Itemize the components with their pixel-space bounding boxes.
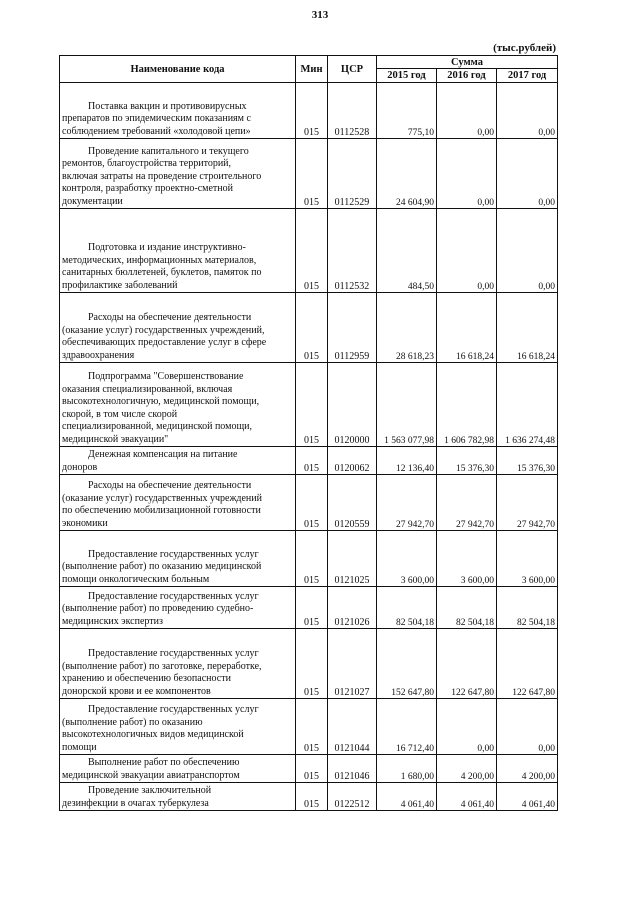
row-name (60, 531, 296, 587)
row-2016: 27 942,70 (437, 475, 497, 531)
row-2017: 0,00 (497, 139, 558, 209)
row-2015: 484,50 (377, 209, 437, 293)
row-csr: 0120000 (328, 363, 377, 447)
row-name-line: Предоставление государственных услуг (88, 648, 259, 659)
row-name-line: Предоставление государственных услуг (88, 704, 259, 715)
row-name-line: дезинфекции в очагах туберкулеза (62, 797, 209, 809)
table-row (60, 293, 558, 363)
row-csr: 0120559 (328, 475, 377, 531)
row-name (60, 629, 296, 699)
row-2015: 775,10 (377, 83, 437, 139)
row-name (60, 209, 296, 293)
row-name (60, 293, 296, 363)
row-name (60, 475, 296, 531)
units-label: (тыс.рублей) (493, 42, 556, 54)
row-name (60, 587, 296, 629)
row-name-line: медицинской эвакуации авиатранспортом (62, 769, 240, 781)
table-row (60, 587, 558, 629)
row-name-line: санитарных бюллетеней, буклетов, памяток по (62, 267, 262, 278)
row-2017: 0,00 (497, 699, 558, 755)
row-csr: 0121025 (328, 531, 377, 587)
row-2015: 12 136,40 (377, 447, 437, 475)
header-sum: Сумма (377, 56, 558, 69)
header-min: Мин (296, 56, 328, 83)
row-name-line: донорской крови и ее компонентов (62, 685, 211, 697)
row-min: 015 (296, 783, 328, 811)
row-csr: 0120062 (328, 447, 377, 475)
row-name-line: (оказание услуг) государственных учреждений (62, 492, 262, 504)
row-name-line: экономики (62, 517, 108, 529)
row-name-line: Расходы на обеспечение деятельности (88, 312, 252, 323)
row-2016: 3 600,00 (437, 531, 497, 587)
row-2015: 27 942,70 (377, 475, 437, 531)
row-name-line: контроля, разработку проектно-сметной (62, 183, 233, 194)
row-min: 015 (296, 475, 328, 531)
row-name-line: Проведение капитального и текущего (88, 145, 249, 157)
row-name-line: (выполнение работ) по заготовке, переработке, (62, 660, 262, 672)
table-row (60, 531, 558, 587)
row-name-line: помощи онкологическим больным (62, 573, 210, 585)
row-2016: 82 504,18 (437, 587, 497, 629)
row-name-line: доноров (62, 461, 98, 473)
row-name-line: препаратов по эпидемическим показаниям с (62, 113, 251, 124)
row-name-line: по обеспечению мобилизационной готовности (62, 505, 261, 516)
row-name (60, 755, 296, 783)
row-2017: 82 504,18 (497, 587, 558, 629)
row-name-line: хранению и обеспечению безопасности (62, 673, 231, 684)
row-2015: 1 563 077,98 (377, 363, 437, 447)
header-name: Наименование кода (60, 56, 296, 83)
row-2016: 0,00 (437, 699, 497, 755)
row-min: 015 (296, 531, 328, 587)
row-2015: 82 504,18 (377, 587, 437, 629)
row-min: 015 (296, 447, 328, 475)
table-row (60, 475, 558, 531)
row-2017: 15 376,30 (497, 447, 558, 475)
row-csr: 0121026 (328, 587, 377, 629)
row-name-line: Поставка вакцин и противовирусных (88, 100, 247, 112)
row-name-line: ремонтов, благоустройства территорий, (62, 158, 232, 169)
row-name-line: специализированной, медицинской помощи, (62, 421, 252, 432)
table-row (60, 755, 558, 783)
row-2015: 24 604,90 (377, 139, 437, 209)
row-2017: 27 942,70 (497, 475, 558, 531)
row-name-line: Предоставление государственных услуг (88, 590, 259, 602)
row-name-line: медицинской эвакуации" (62, 433, 169, 445)
header-2017: 2017 год (497, 69, 558, 83)
row-csr: 0121027 (328, 629, 377, 699)
row-2016: 0,00 (437, 209, 497, 293)
row-name-line: помощи (62, 741, 97, 753)
row-min: 015 (296, 587, 328, 629)
row-2017: 122 647,80 (497, 629, 558, 699)
row-min: 015 (296, 699, 328, 755)
row-min: 015 (296, 139, 328, 209)
row-name-line: высокотехнологичную, медицинской помощи, (62, 396, 260, 407)
row-2016: 4 061,40 (437, 783, 497, 811)
row-name-line: Предоставление государственных услуг (88, 548, 259, 560)
row-2016: 122 647,80 (437, 629, 497, 699)
row-min: 015 (296, 83, 328, 139)
header-2016: 2016 год (437, 69, 497, 83)
row-name-line: включая затраты на проведение строительного (62, 170, 262, 182)
row-name-line: Подготовка и издание инструктивно- (88, 242, 246, 253)
budget-table (59, 55, 558, 811)
row-2015: 28 618,23 (377, 293, 437, 363)
row-name-line: Расходы на обеспечение деятельности (88, 480, 252, 491)
row-csr: 0112528 (328, 83, 377, 139)
row-name (60, 699, 296, 755)
row-2015: 3 600,00 (377, 531, 437, 587)
row-2015: 16 712,40 (377, 699, 437, 755)
row-name-line: (выполнение работ) по оказанию медицинской (62, 561, 262, 572)
table-row (60, 363, 558, 447)
page-number: 313 (311, 9, 329, 21)
row-name (60, 363, 296, 447)
table-row (60, 629, 558, 699)
row-csr: 0112529 (328, 139, 377, 209)
row-csr: 0122512 (328, 783, 377, 811)
row-name-line: медицинских экспертиз (62, 615, 163, 627)
row-name-line: оказания специализированной, включая (62, 383, 233, 395)
table-row (60, 139, 558, 209)
row-name-line: Подпрограмма "Совершенствование (88, 371, 244, 382)
row-2017: 0,00 (497, 209, 558, 293)
row-name-line: профилактике заболеваний (62, 279, 178, 291)
table-row (60, 783, 558, 811)
row-name-line: Выполнение работ по обеспечению (88, 757, 240, 768)
row-csr: 0121046 (328, 755, 377, 783)
row-name (60, 447, 296, 475)
row-2015: 152 647,80 (377, 629, 437, 699)
row-2016: 0,00 (437, 83, 497, 139)
row-name-line: (выполнение работ) по проведению судебно- (62, 603, 254, 614)
row-2017: 4 200,00 (497, 755, 558, 783)
row-name-line: высокотехнологичных видов медицинской (62, 729, 244, 740)
row-name (60, 83, 296, 139)
row-2016: 0,00 (437, 139, 497, 209)
row-name-line: (выполнение работ) по оказанию (62, 716, 203, 728)
row-2015: 4 061,40 (377, 783, 437, 811)
row-min: 015 (296, 209, 328, 293)
row-name-line: здравоохранения (62, 349, 135, 361)
header-csr: ЦСР (328, 56, 377, 83)
row-csr: 0112532 (328, 209, 377, 293)
row-2015: 1 680,00 (377, 755, 437, 783)
row-min: 015 (296, 293, 328, 363)
table-row (60, 209, 558, 293)
table-row (60, 447, 558, 475)
row-2016: 1 606 782,98 (437, 363, 497, 447)
row-name-line: методических, информационных материалов, (62, 254, 257, 266)
row-min: 015 (296, 629, 328, 699)
row-2016: 15 376,30 (437, 447, 497, 475)
row-name-line: соблюдением требований «холодовой цепи» (62, 125, 251, 137)
row-2017: 4 061,40 (497, 783, 558, 811)
row-name-line: документации (62, 195, 123, 207)
row-min: 015 (296, 363, 328, 447)
row-name-line: Проведение заключительной (88, 785, 212, 796)
row-name-line: Денежная компенсация на питание (88, 449, 238, 460)
table-body (60, 83, 558, 811)
row-name-line: (оказание услуг) государственных учреждений, (62, 324, 265, 336)
row-2017: 0,00 (497, 83, 558, 139)
row-2017: 3 600,00 (497, 531, 558, 587)
row-2016: 16 618,24 (437, 293, 497, 363)
table-row (60, 699, 558, 755)
table-row (60, 83, 558, 139)
row-name-line: обеспечивающих предоставление услуг в сфере (62, 337, 267, 348)
row-csr: 0112959 (328, 293, 377, 363)
header-2015: 2015 год (377, 69, 437, 83)
row-name-line: скорой, в том числе скорой (62, 408, 178, 420)
row-name (60, 139, 296, 209)
row-name (60, 783, 296, 811)
row-csr: 0121044 (328, 699, 377, 755)
row-2017: 1 636 274,48 (497, 363, 558, 447)
row-2017: 16 618,24 (497, 293, 558, 363)
row-2016: 4 200,00 (437, 755, 497, 783)
row-min: 015 (296, 755, 328, 783)
